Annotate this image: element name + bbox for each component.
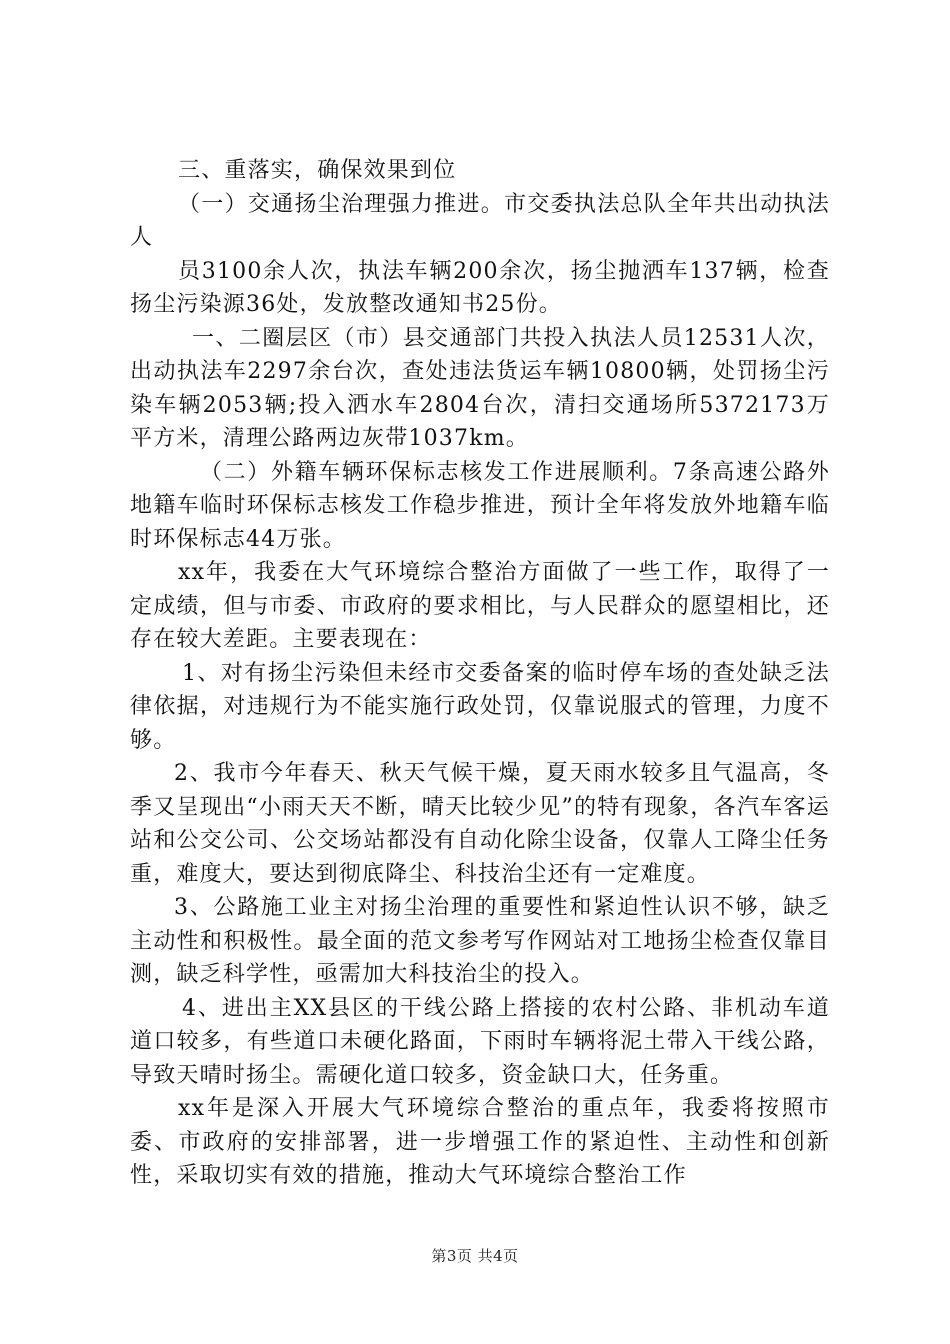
paragraph-4: （二）外籍车辆环保标志核发工作进展顺利。7条高速公路外地籍车临时环保标志核发工作稳步推进，预计全年将发放外地籍车临时环保标志44万张。: [130, 459, 830, 552]
paragraph-7: 2、我市今年春天、秋天气候干燥，夏天雨水较多且气温高，冬季又呈现出“小雨天天不断，晴天比较少见”的特有现象，各汽车客运站和公交公司、公交场站都没有自动化除尘设备，仅靠人工降尘任务重，难度大，要达到彻底降尘、科技治尘还有一定难度。: [130, 761, 830, 887]
paragraph-6: 1、对有扬尘污染但未经市交委备案的临时停车场的查处缺乏法律依据，对违规行为不能实施行政处罚，仅靠说服式的管理，力度不够。: [130, 660, 830, 753]
paragraph-5: xx年，我委在大气环境综合整治方面做了一些工作，取得了一定成绩，但与市委、市政府的要求相比，与人民群众的愿望相比，还存在较大差距。主要表现在：: [130, 560, 830, 652]
paragraph-8: 3、公路施工业主对扬尘治理的重要性和紧迫性认识不够，缺乏主动性和积极性。最全面的范文参考写作网站对工地扬尘检查仅靠目测，缺乏科学性，亟需加大科技治尘的投入。: [130, 895, 830, 987]
paragraph-3: 一、二圈层区（市）县交通部门共投入执法人员12531人次，出动执法车2297余台次，查处违法货运车辆10800辆，处罚扬尘污染车辆2053辆;投入洒水车2804台次，清扫交通场所5372173万平方米，清理公路两边灰带1037km。: [130, 325, 830, 451]
paragraph-10: xx年是深入开展大气环境综合整治的重点年，我委将按照市委、市政府的安排部署，进一步增强工作的紧迫性、主动性和创新性，采取切实有效的措施，推动大气环境综合整治工作: [130, 1096, 830, 1188]
section-heading: 三、重落实，确保效果到位: [178, 158, 457, 183]
document-body: [130, 154, 830, 1193]
paragraph-9: 4、进出主XX县区的干线公路上搭接的农村公路、非机动车道道口较多，有些道口未硬化路面，下雨时车辆将泥土带入干线公路，导致天晴时扬尘。需硬化道口较多，资金缺口大，任务重。: [130, 995, 830, 1088]
paragraph-1: （一）交通扬尘治理强力推进。市交委执法总队全年共出动执法人: [130, 191, 830, 250]
page-footer: 第3页 共4页: [431, 1247, 519, 1265]
paragraph-2: 员3100余人次，执法车辆200余次，扬尘抛洒车137辆，检查扬尘污染源36处，发放整改通知书25份。: [130, 258, 830, 317]
